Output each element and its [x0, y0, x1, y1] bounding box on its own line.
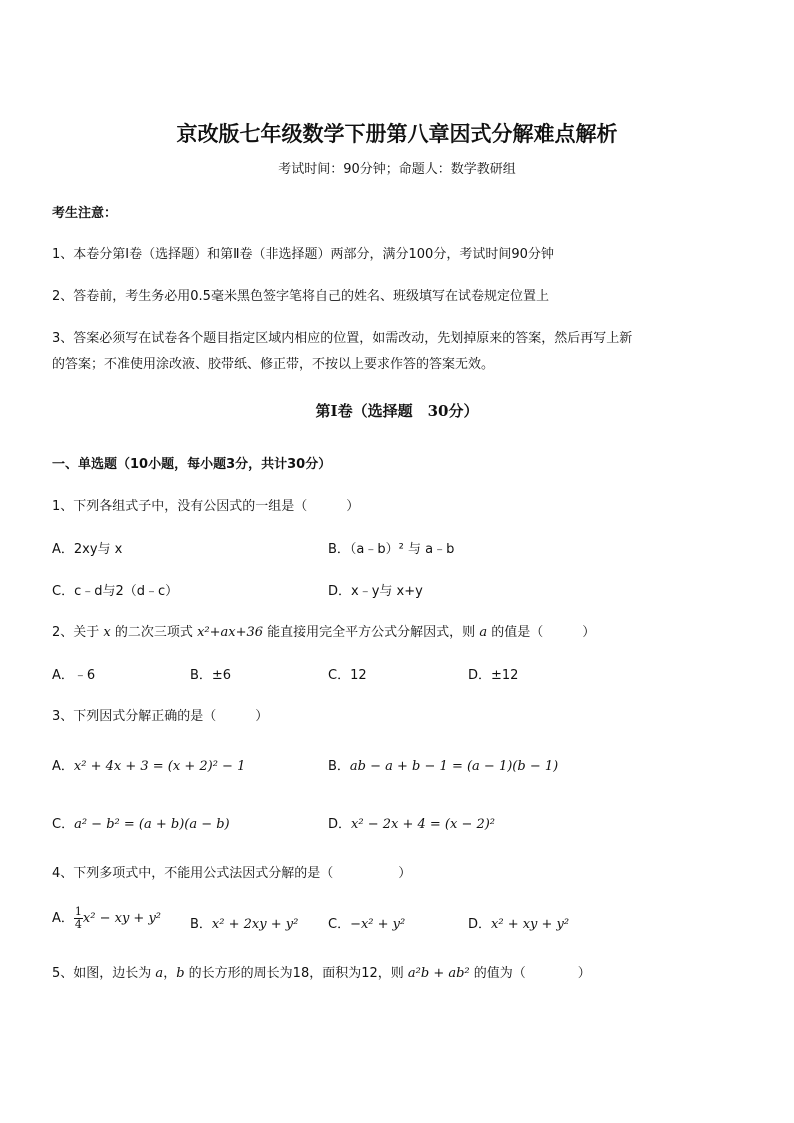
question-3-option-c-label: C．	[52, 817, 75, 832]
question-5-stem	[52, 962, 591, 981]
question-4-option-a	[52, 906, 161, 931]
question-4-option-c-expression: −x² + y²	[350, 917, 406, 932]
question-5-stem-mid: 的长方形的周长为18，面积为12，则	[188, 966, 404, 981]
question-5-separator: ，	[163, 966, 177, 981]
notice-item-3-line-1: 3、答案必须写在试卷各个题目指定区域内相应的位置，如需改动，先划掉原来的答案，然后再写上新	[52, 331, 633, 346]
question-3-option-d	[328, 813, 495, 832]
question-1-option-a: A．2xy与 x	[52, 542, 123, 557]
exam-info: 考试时间：90分钟；命题人：数学教研组	[278, 162, 516, 177]
question-3-option-b-label: B．	[328, 759, 350, 774]
question-3-option-b-expression: ab − a + b − 1 = (a − 1)(b − 1)	[349, 759, 559, 774]
question-1-stem: 1、下列各组式子中，没有公因式的一组是（ ）	[52, 499, 360, 514]
question-2-stem-end: 的值是（ ）	[491, 625, 596, 640]
question-2-expression: x²+ax+36	[197, 625, 264, 640]
section-1-heading: 一、单选题（10小题，每小题3分，共计30分）	[52, 457, 332, 472]
question-4-option-c	[328, 913, 405, 932]
document-title: 京改版七年级数学下册第八章因式分解难点解析	[176, 121, 618, 146]
fraction-denominator: 4	[74, 918, 82, 931]
question-2-stem	[52, 621, 595, 640]
question-5-var-b: b	[176, 966, 185, 981]
question-2-option-a: A．﹣6	[52, 668, 96, 683]
notice-heading: 考生注意：	[52, 206, 118, 221]
notice-item-1: 1、本卷分第Ⅰ卷（选择题）和第Ⅱ卷（非选择题）两部分，满分100分，考试时间90分钟	[52, 247, 554, 262]
question-4-option-a-expression: x² − xy + y²	[82, 911, 161, 926]
notice-item-2: 2、答卷前，考生务必用0.5毫米黑色签字笔将自己的姓名、班级填写在试卷规定位置上	[52, 289, 549, 304]
question-5-var-a: a	[155, 966, 164, 981]
question-4-option-d	[468, 913, 569, 932]
question-3-stem: 3、下列因式分解正确的是（ ）	[52, 709, 269, 724]
question-3-option-a	[52, 755, 245, 774]
question-3-option-c	[52, 813, 230, 832]
question-3-option-a-label: A．	[52, 759, 74, 774]
question-2-stem-mid: 的二次三项式	[114, 625, 193, 640]
question-3-option-d-label: D．	[328, 817, 352, 832]
question-1-option-d: D．x﹣y与 x+y	[328, 584, 423, 599]
part-1-title: 第Ⅰ卷（选择题 30分）	[315, 402, 479, 420]
question-4-option-d-expression: x² + xy + y²	[491, 917, 570, 932]
question-4-stem: 4、下列多项式中，不能用公式法因式分解的是（ ）	[52, 866, 412, 881]
question-2-var-x: x	[103, 625, 111, 640]
question-4-option-b-label: B．	[190, 917, 212, 932]
question-2-stem-pre: 2、关于	[52, 625, 100, 640]
question-5-stem-end: 的值为（ ）	[473, 966, 591, 981]
question-4-option-a-label: A．	[52, 911, 74, 926]
question-2-option-c: C．12	[328, 668, 367, 683]
question-5-expression: a²b + ab²	[407, 966, 470, 981]
question-2-option-d: D．±12	[468, 668, 519, 683]
question-4-option-b	[190, 913, 298, 932]
question-5-stem-pre: 5、如图，边长为	[52, 966, 152, 981]
question-3-option-b	[328, 755, 558, 774]
question-3-option-a-expression: x² + 4x + 3 = (x + 2)² − 1	[73, 759, 246, 774]
question-4-option-d-label: D．	[468, 917, 492, 932]
question-1-option-c: C．c﹣d与2（d﹣c）	[52, 584, 179, 599]
question-4-option-c-label: C．	[328, 917, 351, 932]
question-3-option-c-expression: a² − b² = (a + b)(a − b)	[74, 817, 230, 832]
question-2-option-b: B．±6	[190, 668, 232, 683]
fraction-one-quarter	[74, 906, 83, 931]
question-3-option-d-expression: x² − 2x + 4 = (x − 2)²	[351, 817, 496, 832]
question-2-var-a: a	[479, 625, 488, 640]
question-2-stem-post: 能直接用完全平方公式分解因式，则	[267, 625, 476, 640]
question-4-option-b-expression: x² + 2xy + y²	[211, 917, 299, 932]
fraction-numerator: 1	[74, 905, 82, 918]
notice-item-3-line-2: 的答案；不准使用涂改液、胶带纸、修正带，不按以上要求作答的答案无效。	[52, 357, 495, 372]
question-1-option-b: B．（a﹣b）² 与 a﹣b	[328, 542, 455, 557]
